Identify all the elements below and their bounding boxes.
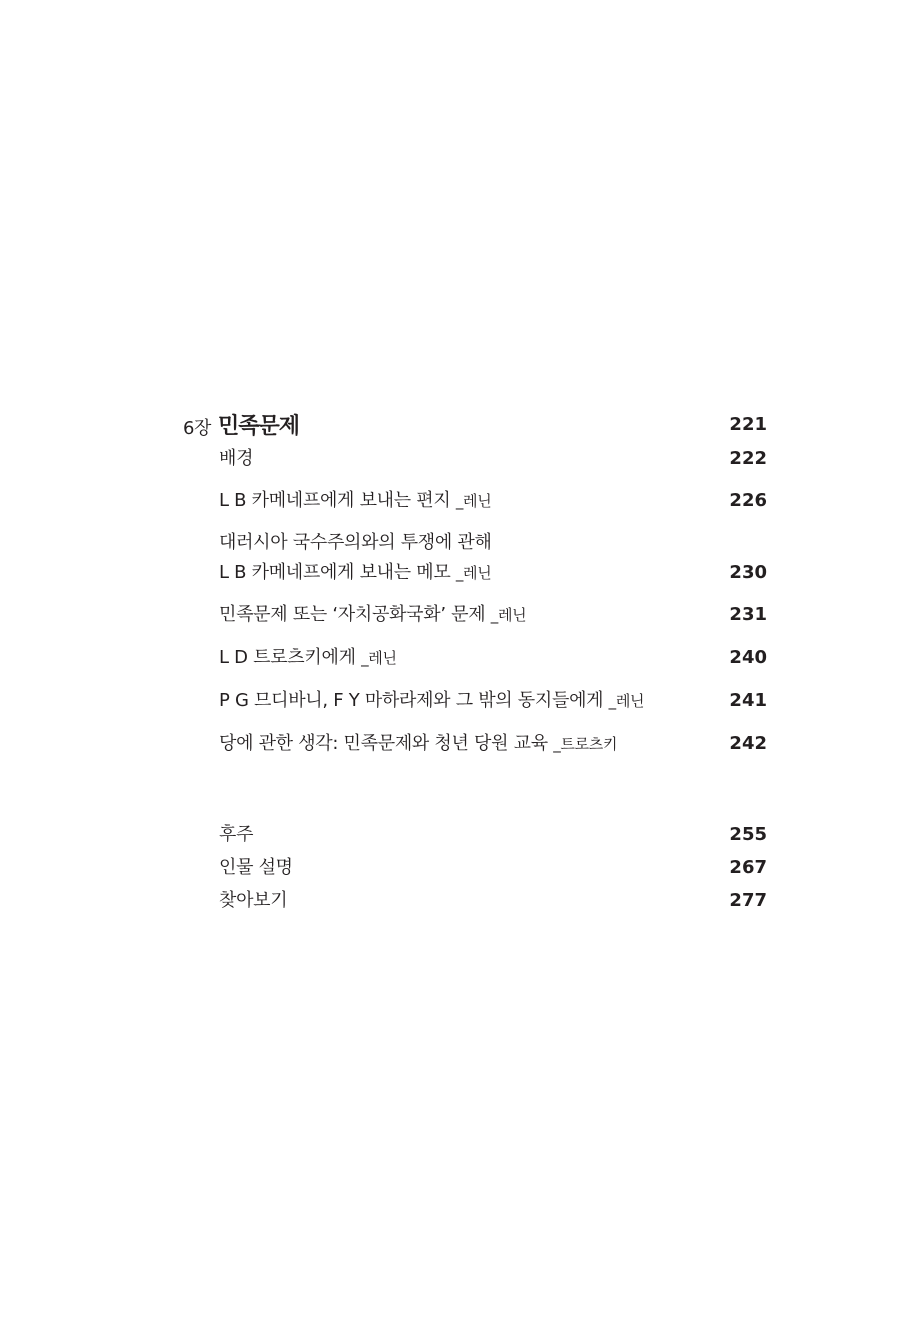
entry-title: L D 트로츠키에게 (219, 647, 356, 668)
entry-page-number: 240 (729, 647, 767, 668)
entry-title-line (219, 486, 767, 516)
appendix-title: 찾아보기 (219, 890, 288, 911)
appendix-entry[interactable] (219, 853, 767, 883)
entry-page-number: 241 (729, 690, 767, 711)
entry-title: 당에 관한 생각: 민족문제와 청년 당원 교육 (219, 733, 548, 754)
entry-title: L B 카메네프에게 보내는 메모 (219, 562, 451, 583)
chapter-number: 6장 (183, 418, 211, 439)
entry-title: 배경 (219, 448, 254, 469)
entry-title: P G 므디바니, F Y 마하라제와 그 밖의 동지들에게 (219, 690, 604, 711)
toc-entry[interactable] (219, 486, 767, 516)
appendix-entry[interactable] (219, 820, 767, 850)
entry-page-number: 230 (729, 562, 767, 583)
appendix-title: 인물 설명 (219, 857, 293, 878)
chapter-title: 민족문제 (218, 414, 300, 439)
appendix-page-number: 277 (729, 890, 767, 911)
entry-title: L B 카메네프에게 보내는 편지 (219, 490, 451, 511)
entry-page-number: 231 (729, 604, 767, 625)
entry-author: _레닌 (455, 564, 492, 582)
entry-title-first-line: 대러시아 국수주의와의 투쟁에 관해 (219, 532, 492, 553)
entry-title: 민족문제 또는 ‘자치공화국화’ 문제 (219, 604, 486, 625)
entry-author: _레닌 (608, 692, 645, 710)
toc-entry[interactable] (219, 729, 767, 759)
toc-entry[interactable] (219, 444, 767, 474)
entry-title-line (219, 686, 767, 716)
entry-title-line (219, 558, 767, 588)
entry-author: _레닌 (490, 606, 527, 624)
entry-author: _레닌 (455, 492, 492, 510)
toc-entry[interactable] (219, 528, 767, 588)
entry-page-number: 242 (729, 733, 767, 754)
chapter-page-number: 221 (729, 414, 767, 435)
chapter-heading (183, 407, 767, 441)
appendix-page-number: 267 (729, 857, 767, 878)
appendix-entry[interactable] (219, 886, 767, 916)
entry-title-line (219, 600, 767, 630)
toc-entry[interactable] (219, 600, 767, 630)
toc-entry[interactable] (219, 643, 767, 673)
appendix-page-number: 255 (729, 824, 767, 845)
toc-entry[interactable] (219, 686, 767, 716)
entry-author: _트로츠키 (553, 735, 618, 753)
entry-title-line (219, 729, 767, 759)
entry-page-number: 222 (729, 448, 767, 469)
entry-page-number: 226 (729, 490, 767, 511)
appendix-title: 후주 (219, 824, 254, 845)
entry-title-line (219, 643, 767, 673)
entry-author: _레닌 (361, 649, 397, 667)
